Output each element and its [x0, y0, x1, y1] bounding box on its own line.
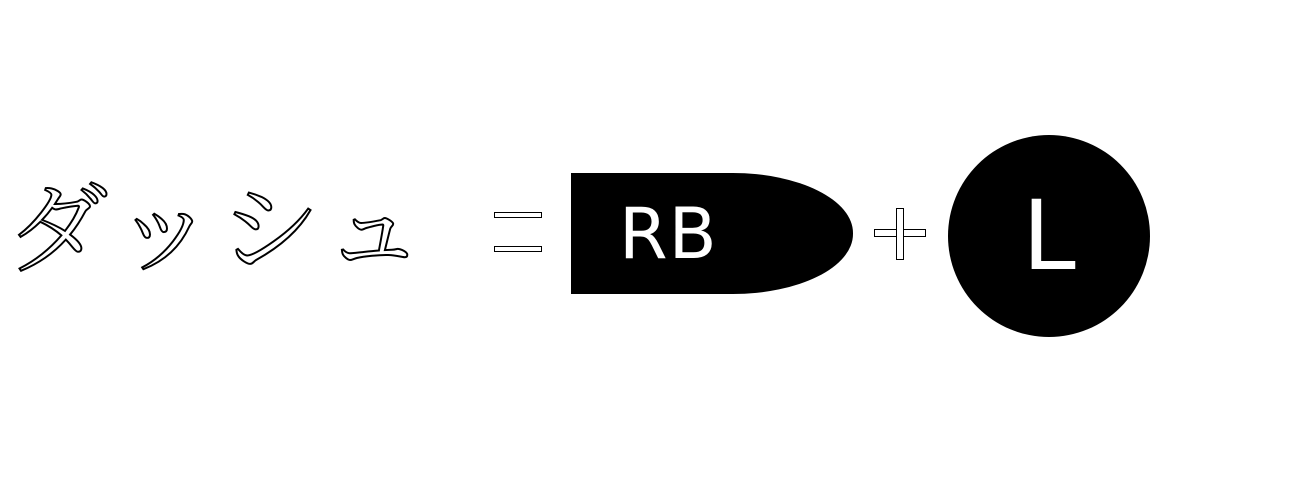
plus-icon	[874, 208, 926, 260]
action-name: ダッシュ	[8, 171, 430, 288]
left-stick-icon	[948, 135, 1150, 337]
rb-button-icon	[571, 173, 853, 294]
equals-icon	[494, 212, 544, 256]
rb-button-label: RB	[619, 192, 718, 275]
left-stick-label: L	[1022, 180, 1076, 292]
